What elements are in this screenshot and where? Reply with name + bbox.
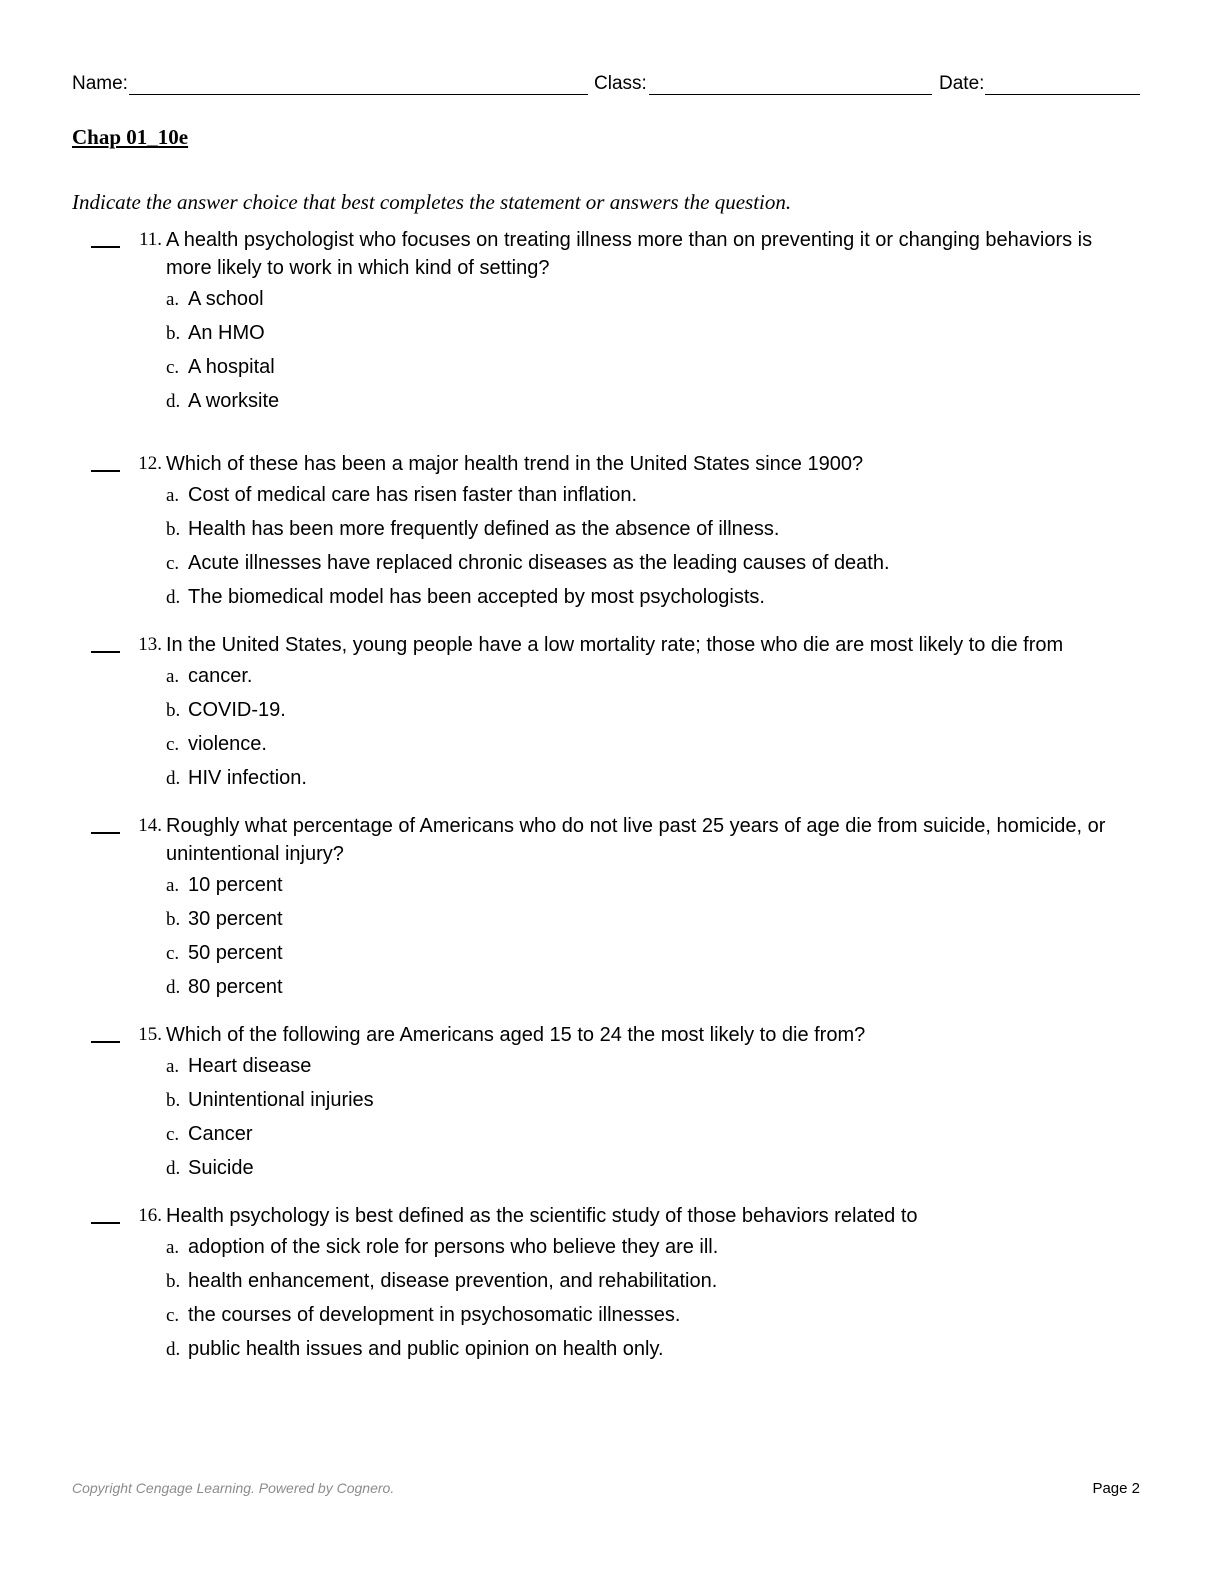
option-text: Acute illnesses have replaced chronic diseases as the leading causes of death. (188, 552, 890, 574)
question-number: 14. (138, 815, 162, 836)
option-text: 30 percent (188, 908, 283, 930)
option-text: A hospital (188, 356, 275, 378)
option-b[interactable] (166, 1086, 374, 1114)
option-letter: d. (166, 587, 181, 608)
option-letter: b. (166, 700, 181, 721)
option-letter: a. (166, 485, 180, 506)
chapter-title: Chap 01_10e (72, 125, 189, 149)
option-letter: d. (166, 1339, 181, 1360)
option-text: cancer. (188, 665, 253, 687)
option-letter: c. (166, 1305, 180, 1326)
option-letter: b. (166, 909, 181, 930)
question-text: A health psychologist who focuses on treating illness more than on preventing it or changing behaviors is more likely to work in which kind of setting? (166, 229, 1093, 279)
question-number: 13. (138, 634, 162, 655)
question-text: Which of these has been a major health trend in the United States since 1900? (166, 453, 864, 475)
option-b[interactable] (166, 696, 286, 724)
option-text: adoption of the sick role for persons who believe they are ill. (188, 1236, 719, 1258)
answer-blank[interactable] (91, 832, 120, 834)
question-text: Which of the following are Americans aged 15 to 24 the most likely to die from? (166, 1024, 866, 1046)
option-text: The biomedical model has been accepted by most psychologists. (188, 586, 765, 608)
answer-blank[interactable] (91, 1222, 120, 1224)
option-d[interactable] (166, 973, 283, 1001)
option-letter: a. (166, 1056, 180, 1077)
option-b[interactable] (166, 905, 283, 933)
option-b[interactable] (166, 1267, 717, 1295)
option-text: Cancer (188, 1123, 253, 1145)
option-text: public health issues and public opinion on health only. (188, 1338, 664, 1360)
option-a[interactable] (166, 481, 637, 509)
option-letter: b. (166, 1090, 181, 1111)
answer-blank[interactable] (91, 651, 120, 653)
option-d[interactable] (166, 1335, 664, 1363)
option-text: 50 percent (188, 942, 283, 964)
option-text: A school (188, 288, 264, 310)
question-text: Health psychology is best defined as the scientific study of those behaviors related to (166, 1205, 918, 1227)
option-text: Health has been more frequently defined as the absence of illness. (188, 518, 780, 540)
option-letter: c. (166, 357, 180, 378)
option-a[interactable] (166, 871, 283, 899)
option-d[interactable] (166, 764, 307, 792)
student-info-header (72, 72, 1140, 98)
option-letter: b. (166, 323, 181, 344)
option-letter: d. (166, 1158, 181, 1179)
name-label: Name: (72, 73, 128, 94)
answer-blank[interactable] (91, 470, 120, 472)
option-text: 80 percent (188, 976, 283, 998)
option-text: A worksite (188, 390, 280, 412)
question-number: 11. (138, 229, 162, 250)
answer-blank[interactable] (91, 246, 120, 248)
option-b[interactable] (166, 319, 265, 347)
option-c[interactable] (166, 1120, 252, 1148)
option-a[interactable] (166, 285, 264, 313)
option-d[interactable] (166, 387, 279, 415)
option-letter: c. (166, 1124, 180, 1145)
class-label: Class: (594, 73, 647, 94)
question-text: In the United States, young people have a low mortality rate; those who die are most likely to die from (166, 634, 1064, 656)
option-letter: d. (166, 977, 181, 998)
option-text: Unintentional injuries (188, 1089, 374, 1111)
question-text: Roughly what percentage of Americans who do not live past 25 years of age die from suicide, homicide, or unintentional injury? (166, 815, 1106, 865)
option-letter: d. (166, 768, 181, 789)
option-c[interactable] (166, 939, 283, 967)
option-c[interactable] (166, 549, 890, 577)
question-number: 12. (138, 453, 162, 474)
question-number: 15. (138, 1024, 162, 1045)
option-c[interactable] (166, 1301, 680, 1329)
option-text: HIV infection. (188, 767, 307, 789)
option-text: Heart disease (188, 1055, 312, 1077)
date-label: Date: (939, 73, 985, 94)
option-d[interactable] (166, 583, 765, 611)
option-a[interactable] (166, 662, 252, 690)
option-text: An HMO (188, 322, 265, 344)
option-a[interactable] (166, 1052, 311, 1080)
option-letter: d. (166, 391, 181, 412)
answer-blank[interactable] (91, 1041, 120, 1043)
option-letter: a. (166, 289, 180, 310)
option-text: 10 percent (188, 874, 283, 896)
option-text: COVID-19. (188, 699, 286, 721)
instructions: Indicate the answer choice that best completes the statement or answers the question. (72, 190, 792, 214)
option-text: Suicide (188, 1157, 254, 1179)
option-text: health enhancement, disease prevention, and rehabilitation. (188, 1270, 718, 1292)
class-field-line[interactable] (649, 94, 932, 95)
option-letter: a. (166, 666, 180, 687)
copyright-footer: Copyright Cengage Learning. Powered by Cognero. (72, 1480, 395, 1496)
option-letter: a. (166, 875, 180, 896)
option-letter: b. (166, 1271, 181, 1292)
option-c[interactable] (166, 730, 267, 758)
page-number: Page 2 (1092, 1480, 1140, 1497)
option-letter: b. (166, 519, 181, 540)
date-field-line[interactable] (985, 94, 1140, 95)
option-b[interactable] (166, 515, 779, 543)
question-number: 16. (138, 1205, 162, 1226)
option-letter: c. (166, 943, 180, 964)
option-d[interactable] (166, 1154, 254, 1182)
option-letter: c. (166, 734, 180, 755)
option-a[interactable] (166, 1233, 718, 1261)
option-text: Cost of medical care has risen faster than inflation. (188, 484, 638, 506)
option-letter: a. (166, 1237, 180, 1258)
option-text: violence. (188, 733, 267, 755)
option-text: the courses of development in psychosomatic illnesses. (188, 1304, 681, 1326)
option-c[interactable] (166, 353, 275, 381)
option-letter: c. (166, 553, 180, 574)
name-field-line[interactable] (129, 94, 588, 95)
